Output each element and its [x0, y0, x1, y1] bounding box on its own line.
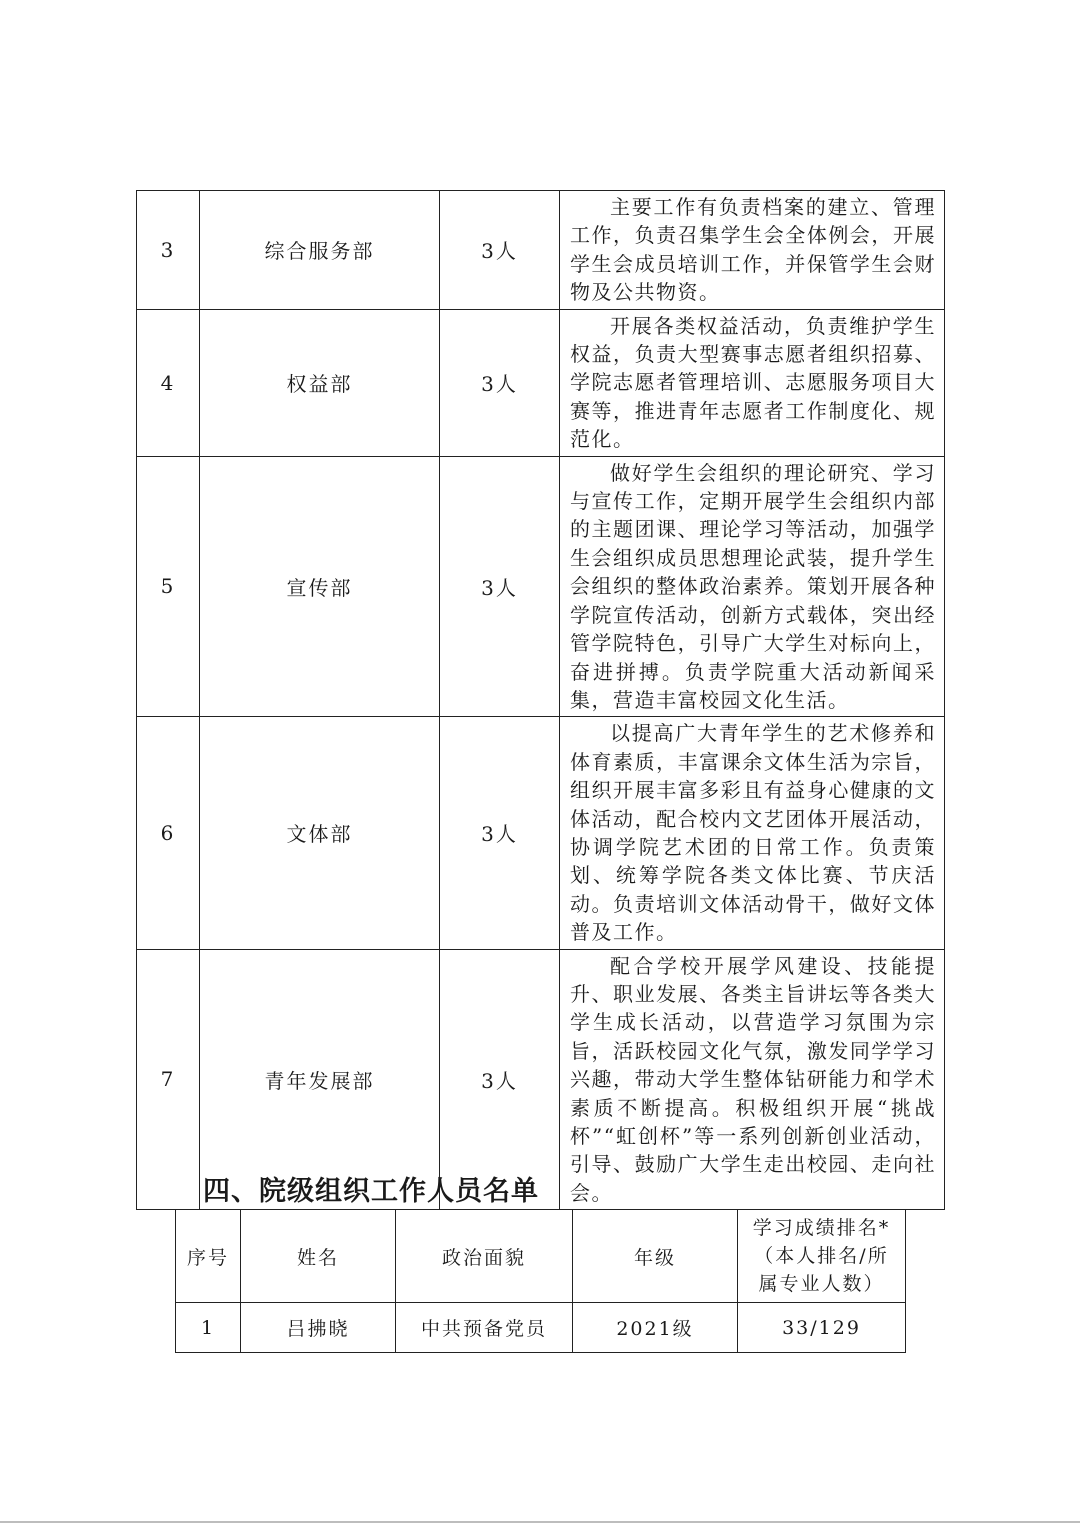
dept-name: 宣传部: [200, 456, 440, 717]
staff-no: 1: [176, 1303, 241, 1353]
dept-name: 文体部: [200, 717, 440, 949]
dept-duty-cell: [560, 309, 945, 456]
table-row: [137, 717, 945, 949]
header-grade: 年级: [573, 1210, 738, 1303]
dept-duty-cell: [560, 949, 945, 1210]
dept-duty-cell: [560, 717, 945, 949]
table-row: [137, 309, 945, 456]
dept-name: 权益部: [200, 309, 440, 456]
header-no: 序号: [176, 1210, 241, 1303]
dept-name: 综合服务部: [200, 191, 440, 310]
dept-duty-cell: [560, 456, 945, 717]
header-rank-line: 学习成绩排名*: [752, 1217, 891, 1239]
dept-number: 4: [137, 309, 200, 456]
dept-headcount: 3人: [440, 949, 560, 1210]
dept-duty-text: 做好学生会组织的理论研究、学习与宣传工作，定期开展学生会组织内部的主题团课、理论学习等活动，加强学生会组织成员思想理论武装，提升学生会组织的整体政治素养。策划开展各种学院宣传活动，创新方式载体，突出经管学院特色，引导广大学生对标向上，奋进拼搏。负责学院重大活动新闻采集，营造丰富校园文化生活。: [570, 460, 936, 712]
dept-duty-text: 开展各类权益活动，负责维护学生权益，负责大型赛事志愿者组织招募、学院志愿者管理培训、志愿服务项目大赛等，推进青年志愿者工作制度化、规范化。: [570, 313, 936, 452]
dept-headcount: 3人: [440, 717, 560, 949]
dept-headcount: 3人: [440, 309, 560, 456]
page-bottom-divider: [0, 1521, 1080, 1523]
header-rank-line: （本人排名/所: [754, 1245, 889, 1267]
dept-duty-text: 以提高广大青年学生的艺术修养和体育素质，丰富课余文体生活为宗旨，组织开展丰富多彩且有益身心健康的文体活动，配合校内文艺团体开展活动，协调学院艺术团的日常工作。负责策划、统筹学院各类文体比赛、节庆活动。负责培训文体活动骨干，做好文体普及工作。: [570, 721, 936, 945]
table-row: [176, 1303, 906, 1353]
header-academic-rank: [738, 1210, 906, 1303]
staff-political-status: 中共预备党员: [396, 1303, 573, 1353]
staff-grade: 2021级: [573, 1303, 738, 1353]
dept-headcount: 3人: [440, 191, 560, 310]
staff-academic-rank: 33/129: [738, 1303, 906, 1353]
header-political-status: 政治面貌: [396, 1210, 573, 1303]
section-title: 四、院级组织工作人员名单: [203, 1176, 539, 1207]
dept-duty-text: 配合学校开展学风建设、技能提升、职业发展、各类主旨讲坛等各类大学生成长活动，以营造学习氛围为宗旨，活跃校园文化气氛，激发同学学习兴趣，带动大学生整体钻研能力和学术素质不断提高。积极组织开展“挑战杯”“虹创杯”等一系列创新创业活动，引导、鼓励广大学生走出校园、走向社会。: [570, 953, 936, 1205]
staff-list-table: [175, 1209, 906, 1353]
table-row: [137, 191, 945, 310]
table-header-row: [176, 1210, 906, 1303]
header-rank-line: 属专业人数）: [758, 1273, 885, 1295]
header-name: 姓名: [241, 1210, 396, 1303]
dept-duty-cell: [560, 191, 945, 310]
department-duties-table: [136, 190, 945, 1210]
dept-name: 青年发展部: [200, 949, 440, 1210]
dept-number: 7: [137, 949, 200, 1210]
staff-name: 吕拂晓: [241, 1303, 396, 1353]
dept-number: 6: [137, 717, 200, 949]
dept-headcount: 3人: [440, 456, 560, 717]
dept-number: 3: [137, 191, 200, 310]
dept-duty-text: 主要工作有负责档案的建立、管理工作，负责召集学生会全体例会，开展学生会成员培训工作，并保管学生会财物及公共物资。: [570, 195, 936, 305]
dept-number: 5: [137, 456, 200, 717]
table-row: [137, 456, 945, 717]
